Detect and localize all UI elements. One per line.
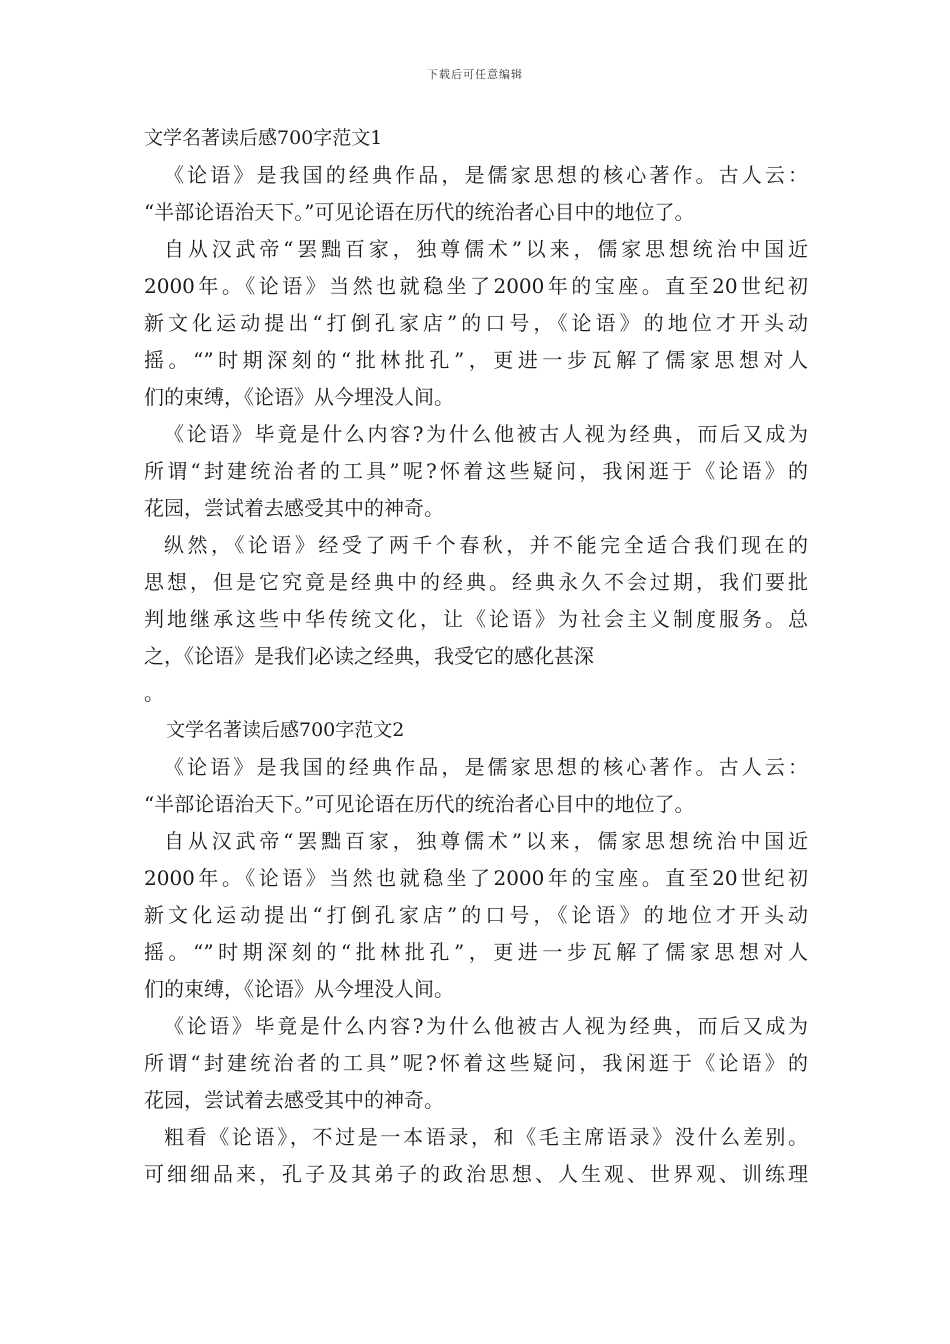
text-line: 自从汉武帝“罢黜百家，独尊儒术”以来，儒家思想统治中国近 — [164, 829, 808, 853]
trailing-punctuation: 。 — [144, 681, 164, 705]
text-line: 们的束缚，《论语》从今埋没人间。 — [144, 385, 454, 409]
text-line: 摇。“”时期深刻的“批林批孔”，更进一步瓦解了儒家思想对人 — [144, 940, 808, 964]
text-line: 2000年。《论语》当然也就稳坐了2000年的宝座。直至20世纪初 — [144, 866, 808, 890]
paragraph — [144, 1119, 808, 1193]
page-header: 下载后可任意编辑 — [427, 68, 523, 81]
text-line: 思想，但是它究竟是经典中的经典。经典永久不会过期，我们要批 — [144, 570, 808, 594]
text-line: 2000年。《论语》当然也就稳坐了2000年的宝座。直至20世纪初 — [144, 274, 808, 298]
text-line: 可细细品来，孔子及其弟子的政治思想、人生观、世界观、训练理 — [144, 1162, 808, 1186]
document-body — [144, 120, 808, 1193]
text-line: 《论语》毕竟是什么内容?为什么他被古人视为经典，而后又成为 — [164, 1014, 808, 1038]
paragraph — [144, 823, 808, 1008]
text-line: 《论语》是我国的经典作品，是儒家思想的核心著作。古人云： — [164, 755, 808, 779]
paragraph — [144, 416, 808, 527]
paragraph — [144, 231, 808, 416]
text-line: 所谓“封建统治者的工具”呢?怀着这些疑问，我闲逛于《论语》的 — [144, 459, 808, 483]
paragraph — [144, 749, 808, 823]
text-line: 粗看《论语》，不过是一本语录，和《毛主席语录》没什么差别。 — [164, 1125, 808, 1149]
paragraph — [144, 157, 808, 231]
text-line: 花园，尝试着去感受其中的神奇。 — [144, 1088, 444, 1112]
text-line: “半部论语治天下。”可见论语在历代的统治者心目中的地位了。 — [144, 200, 695, 224]
text-line: 自从汉武帝“罢黜百家，独尊儒术”以来，儒家思想统治中国近 — [164, 237, 808, 261]
paragraph — [144, 1008, 808, 1119]
text-line: 新文化运动提出“打倒孔家店”的口号，《论语》的地位才开头动 — [144, 903, 808, 927]
text-line: “半部论语治天下。”可见论语在历代的统治者心目中的地位了。 — [144, 792, 695, 816]
section-title: 文学名著读后感700字范文2 — [166, 719, 405, 741]
text-line: 纵然，《论语》经受了两千个春秋，并不能完全适合我们现在的 — [164, 533, 808, 557]
section-title: 文学名著读后感700字范文1 — [144, 127, 383, 149]
text-line: 《论语》毕竟是什么内容?为什么他被古人视为经典，而后又成为 — [164, 422, 808, 446]
text-line: 花园，尝试着去感受其中的神奇。 — [144, 496, 444, 520]
text-line: 们的束缚，《论语》从今埋没人间。 — [144, 977, 454, 1001]
text-line: 所谓“封建统治者的工具”呢?怀着这些疑问，我闲逛于《论语》的 — [144, 1051, 808, 1075]
text-line: 之，《论语》是我们必读之经典，我受它的感化甚深 — [144, 644, 594, 668]
text-line: 新文化运动提出“打倒孔家店”的口号，《论语》的地位才开头动 — [144, 311, 808, 335]
text-line: 《论语》是我国的经典作品，是儒家思想的核心著作。古人云： — [164, 163, 808, 187]
text-line: 摇。“”时期深刻的“批林批孔”，更进一步瓦解了儒家思想对人 — [144, 348, 808, 372]
paragraph — [144, 527, 808, 675]
text-line: 判地继承这些中华传统文化，让《论语》为社会主义制度服务。总 — [144, 607, 808, 631]
